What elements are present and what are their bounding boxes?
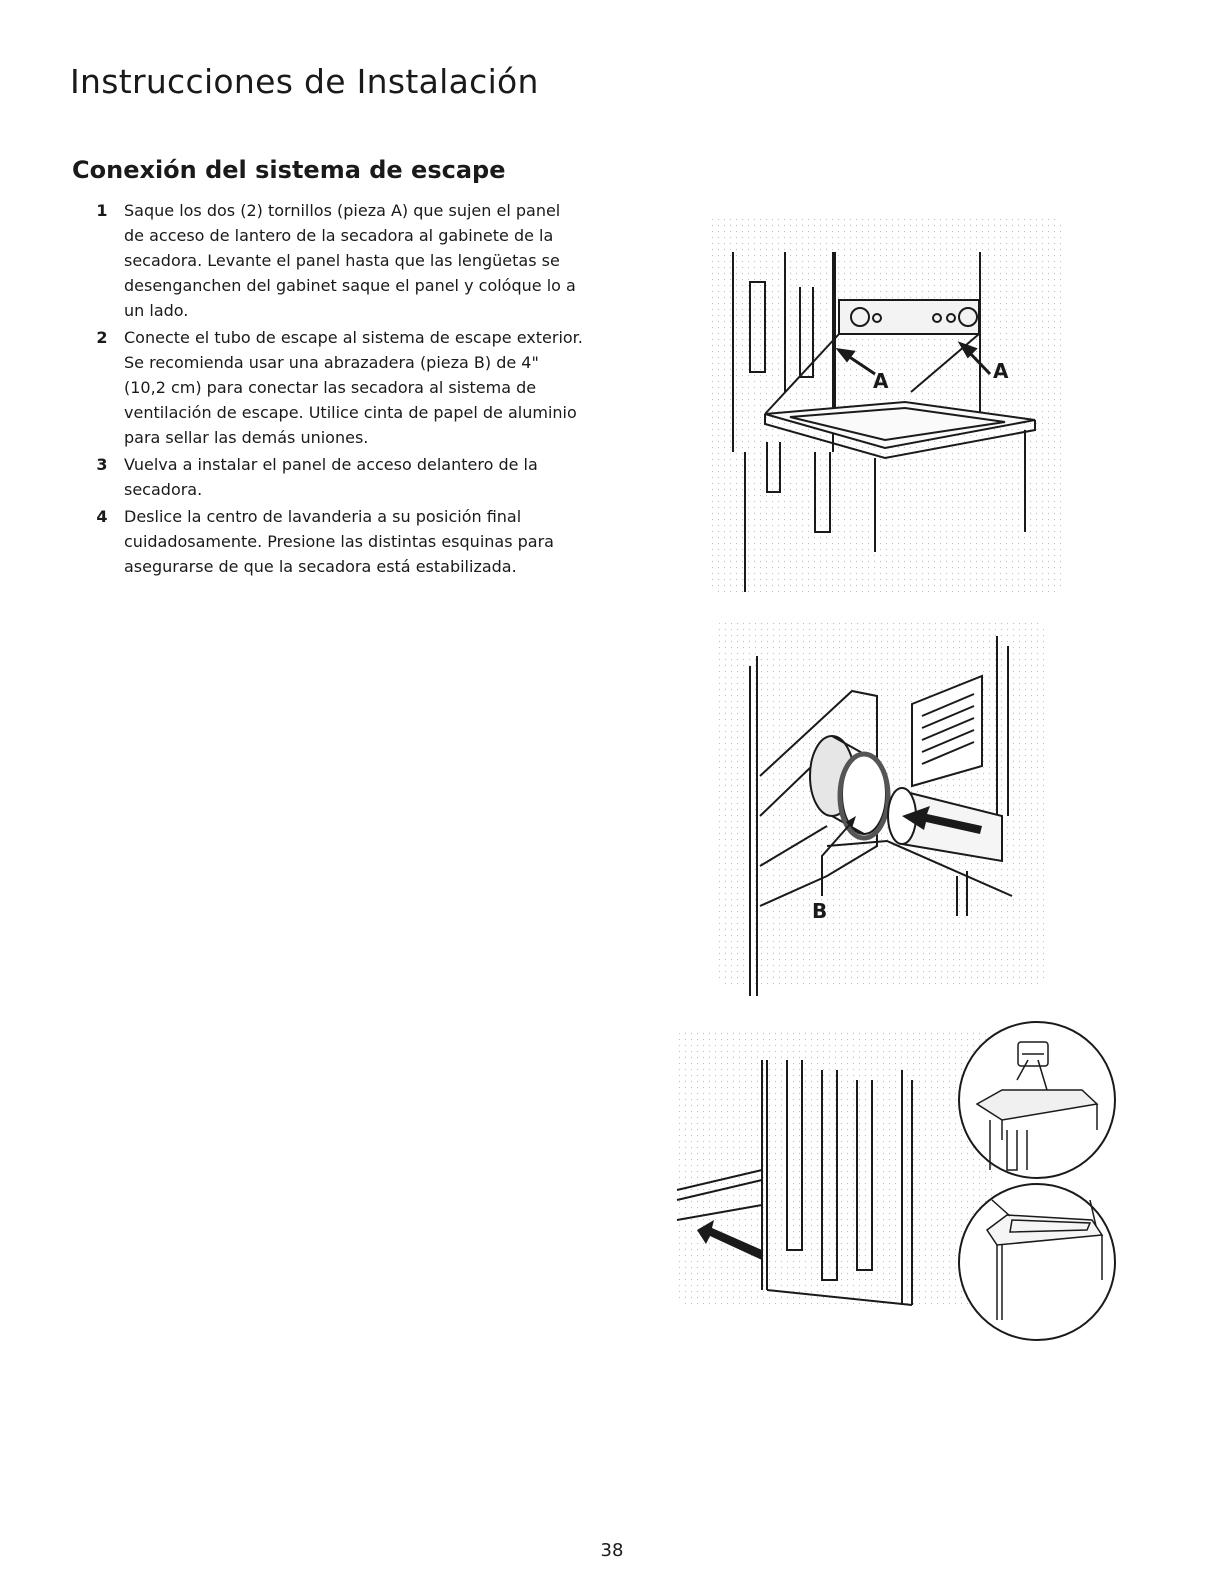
step-text: Deslice la centro de lavanderia a su posición final cuidadosamente. Presione las distintas esquinas para asegurarse de que la secadora está estabilizada. [124, 507, 554, 576]
step-number: 3 [96, 455, 108, 474]
section-title: Conexión del sistema de escape [72, 156, 506, 184]
step-item [92, 452, 584, 502]
step-text: Saque los dos (2) tornillos (pieza A) que sujen el panel de acceso de lantero de la secadora al gabinete de la secadora. Levante el panel hasta que las lengüetas se desenganchen del gabinet saque el panel y colóque lo a un lado. [124, 201, 576, 320]
step-number: 1 [96, 201, 108, 220]
step-item [92, 504, 584, 579]
figure-background [674, 1028, 994, 1308]
step-item [92, 198, 584, 323]
step-number: 2 [96, 328, 108, 347]
step-number: 4 [96, 507, 108, 526]
figure-exhaust-clamp [712, 616, 1048, 1006]
detail-circle-top [959, 1022, 1115, 1178]
callout-label-a: A [993, 359, 1009, 383]
step-text: Conecte el tubo de escape al sistema de escape exterior. Se recomienda usar una abrazadera (pieza B) de 4" (10,2 cm) para conectar las secadora al sistema de ventilación de escape. Utilice cinta de papel de aluminio para sellar las demás uniones. [124, 328, 583, 447]
figure-slide-into-position [672, 1020, 1122, 1345]
figure-access-panel-screws [705, 212, 1067, 596]
installation-steps [92, 198, 584, 581]
page-number: 38 [600, 1540, 624, 1561]
detail-circle-bottom [959, 1184, 1115, 1340]
step-item [92, 325, 584, 450]
step-text: Vuelva a instalar el panel de acceso delantero de la secadora. [124, 455, 538, 499]
page-title: Instrucciones de Instalación [70, 62, 539, 101]
callout-label-b: B [812, 899, 828, 923]
callout-label-a: A [873, 369, 889, 393]
